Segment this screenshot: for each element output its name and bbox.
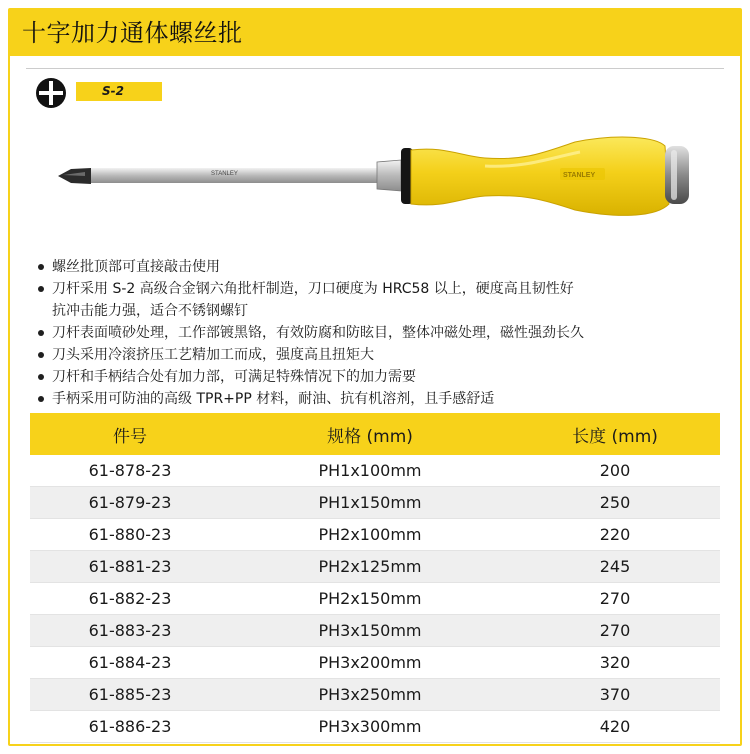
table-header-row [30,413,720,455]
table-row [30,679,720,711]
column-header-part-number: 件号 [30,413,230,455]
length-cell: 245 [510,551,720,583]
table-row [30,583,720,615]
spec-cell: PH2x150mm [230,583,510,615]
spec-cell: PH3x250mm [230,679,510,711]
feature-text: 刀杆和手柄结合处有加力部，可满足特殊情况下的加力需要 [52,369,416,385]
feature-text-continued: 抗冲击能力强，适合不锈钢螺钉 [52,303,248,319]
spec-cell: PH1x150mm [230,487,510,519]
bullet-icon [38,286,44,292]
feature-text: 刀杆表面喷砂处理，工作部镀黑铬，有效防腐和防眩目，整体冲磁处理，磁性强劲长久 [52,325,584,341]
part-number-cell: 61-879-23 [30,487,230,519]
screwdriver-handle [411,137,669,215]
length-cell: 250 [510,487,720,519]
material-tag: S-2 [76,82,162,101]
feature-item [38,388,584,410]
length-cell: 420 [510,711,720,743]
part-number-cell: 61-880-23 [30,519,230,551]
feature-item [38,278,584,322]
spec-cell: PH1x100mm [230,455,510,487]
part-number-cell: 61-886-23 [30,711,230,743]
screwdriver-image [55,128,695,238]
length-cell: 220 [510,519,720,551]
phillips-cross-icon [36,78,66,108]
feature-item [38,366,584,388]
table-row [30,455,720,487]
screwdriver-tip [58,168,91,184]
spec-cell: PH3x300mm [230,711,510,743]
feature-text: 刀头采用冷滚挤压工艺精加工而成，强度高且扭矩大 [52,347,374,363]
part-number-cell: 61-883-23 [30,615,230,647]
table-row [30,711,720,743]
divider [26,68,724,69]
spec-cell: PH2x125mm [230,551,510,583]
table-row [30,519,720,551]
feature-item [38,256,584,278]
length-cell: 200 [510,455,720,487]
bullet-icon [38,264,44,270]
table-row [30,647,720,679]
spec-cell: PH2x100mm [230,519,510,551]
length-cell: 270 [510,615,720,647]
feature-item [38,344,584,366]
length-cell: 320 [510,647,720,679]
feature-item [38,322,584,344]
bullet-icon [38,396,44,402]
part-number-cell: 61-881-23 [30,551,230,583]
length-cell: 370 [510,679,720,711]
feature-list [38,256,584,410]
part-number-cell: 61-884-23 [30,647,230,679]
part-number-cell: 61-885-23 [30,679,230,711]
handle-brand: STANLEY [563,172,596,179]
bullet-icon [38,330,44,336]
bullet-icon [38,374,44,380]
table-row [30,615,720,647]
feature-text: 刀杆采用 S-2 高级合金钢六角批杆制造，刀口硬度为 HRC58 以上，硬度高且韧性好 [52,281,574,297]
shaft-marking: STANLEY [211,171,238,177]
table-row [30,487,720,519]
part-number-cell: 61-882-23 [30,583,230,615]
column-header-length: 长度 (mm) [510,413,720,455]
part-number-cell: 61-878-23 [30,455,230,487]
feature-text: 螺丝批顶部可直接敲击使用 [52,259,220,275]
spec-cell: PH3x200mm [230,647,510,679]
feature-text: 手柄采用可防油的高级 TPR+PP 材料，耐油、抗有机溶剂，且手感舒适 [52,391,495,407]
page-title: 十字加力通体螺丝批 [10,10,740,56]
bullet-icon [38,352,44,358]
hex-bolster [377,160,401,191]
column-header-spec: 规格 (mm) [230,413,510,455]
spec-cell: PH3x150mm [230,615,510,647]
length-cell: 270 [510,583,720,615]
spec-table [30,413,720,743]
table-row [30,551,720,583]
